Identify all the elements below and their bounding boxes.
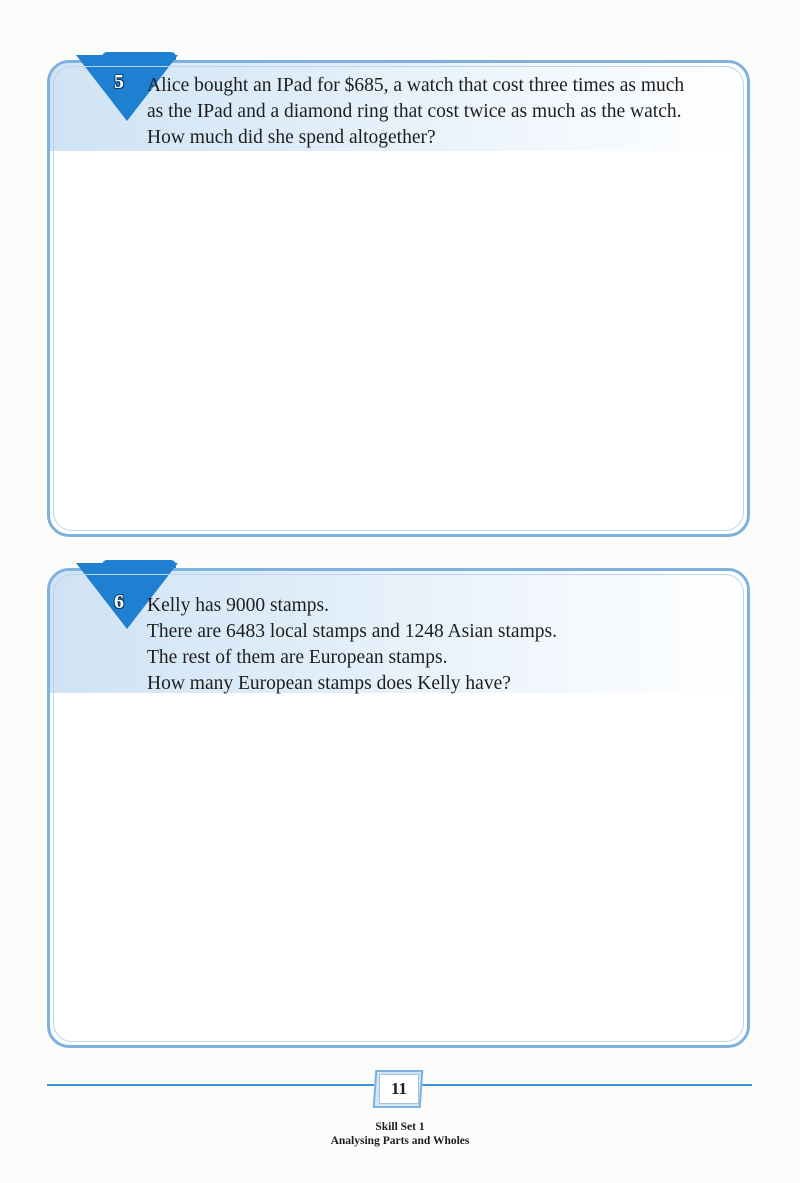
question-box-5 [47,60,750,537]
question-line: as the IPad and a diamond ring that cost twice as much as the watch. [147,101,682,122]
page-number: 11 [379,1074,419,1104]
footer-rule-left [47,1084,374,1086]
question-line: How much did she spend altogether? [147,127,436,148]
question-line: There are 6483 local stamps and 1248 Asian stamps. [147,621,557,642]
footer-rule-right [422,1084,752,1086]
question-number: 5 [114,71,124,93]
question-line: The rest of them are European stamps. [147,647,448,668]
skill-set-label: Skill Set 1 [375,1121,425,1133]
topic-label: Analysing Parts and Wholes [330,1135,470,1147]
question-line: How many European stamps does Kelly have? [147,673,511,694]
question-number: 6 [114,591,124,613]
question-text [147,73,743,151]
question-line: Alice bought an IPad for $685, a watch that cost three times as much [147,75,685,96]
question-line: Kelly has 9000 stamps. [147,595,329,616]
question-box-6 [47,568,750,1048]
question-text [147,593,743,697]
